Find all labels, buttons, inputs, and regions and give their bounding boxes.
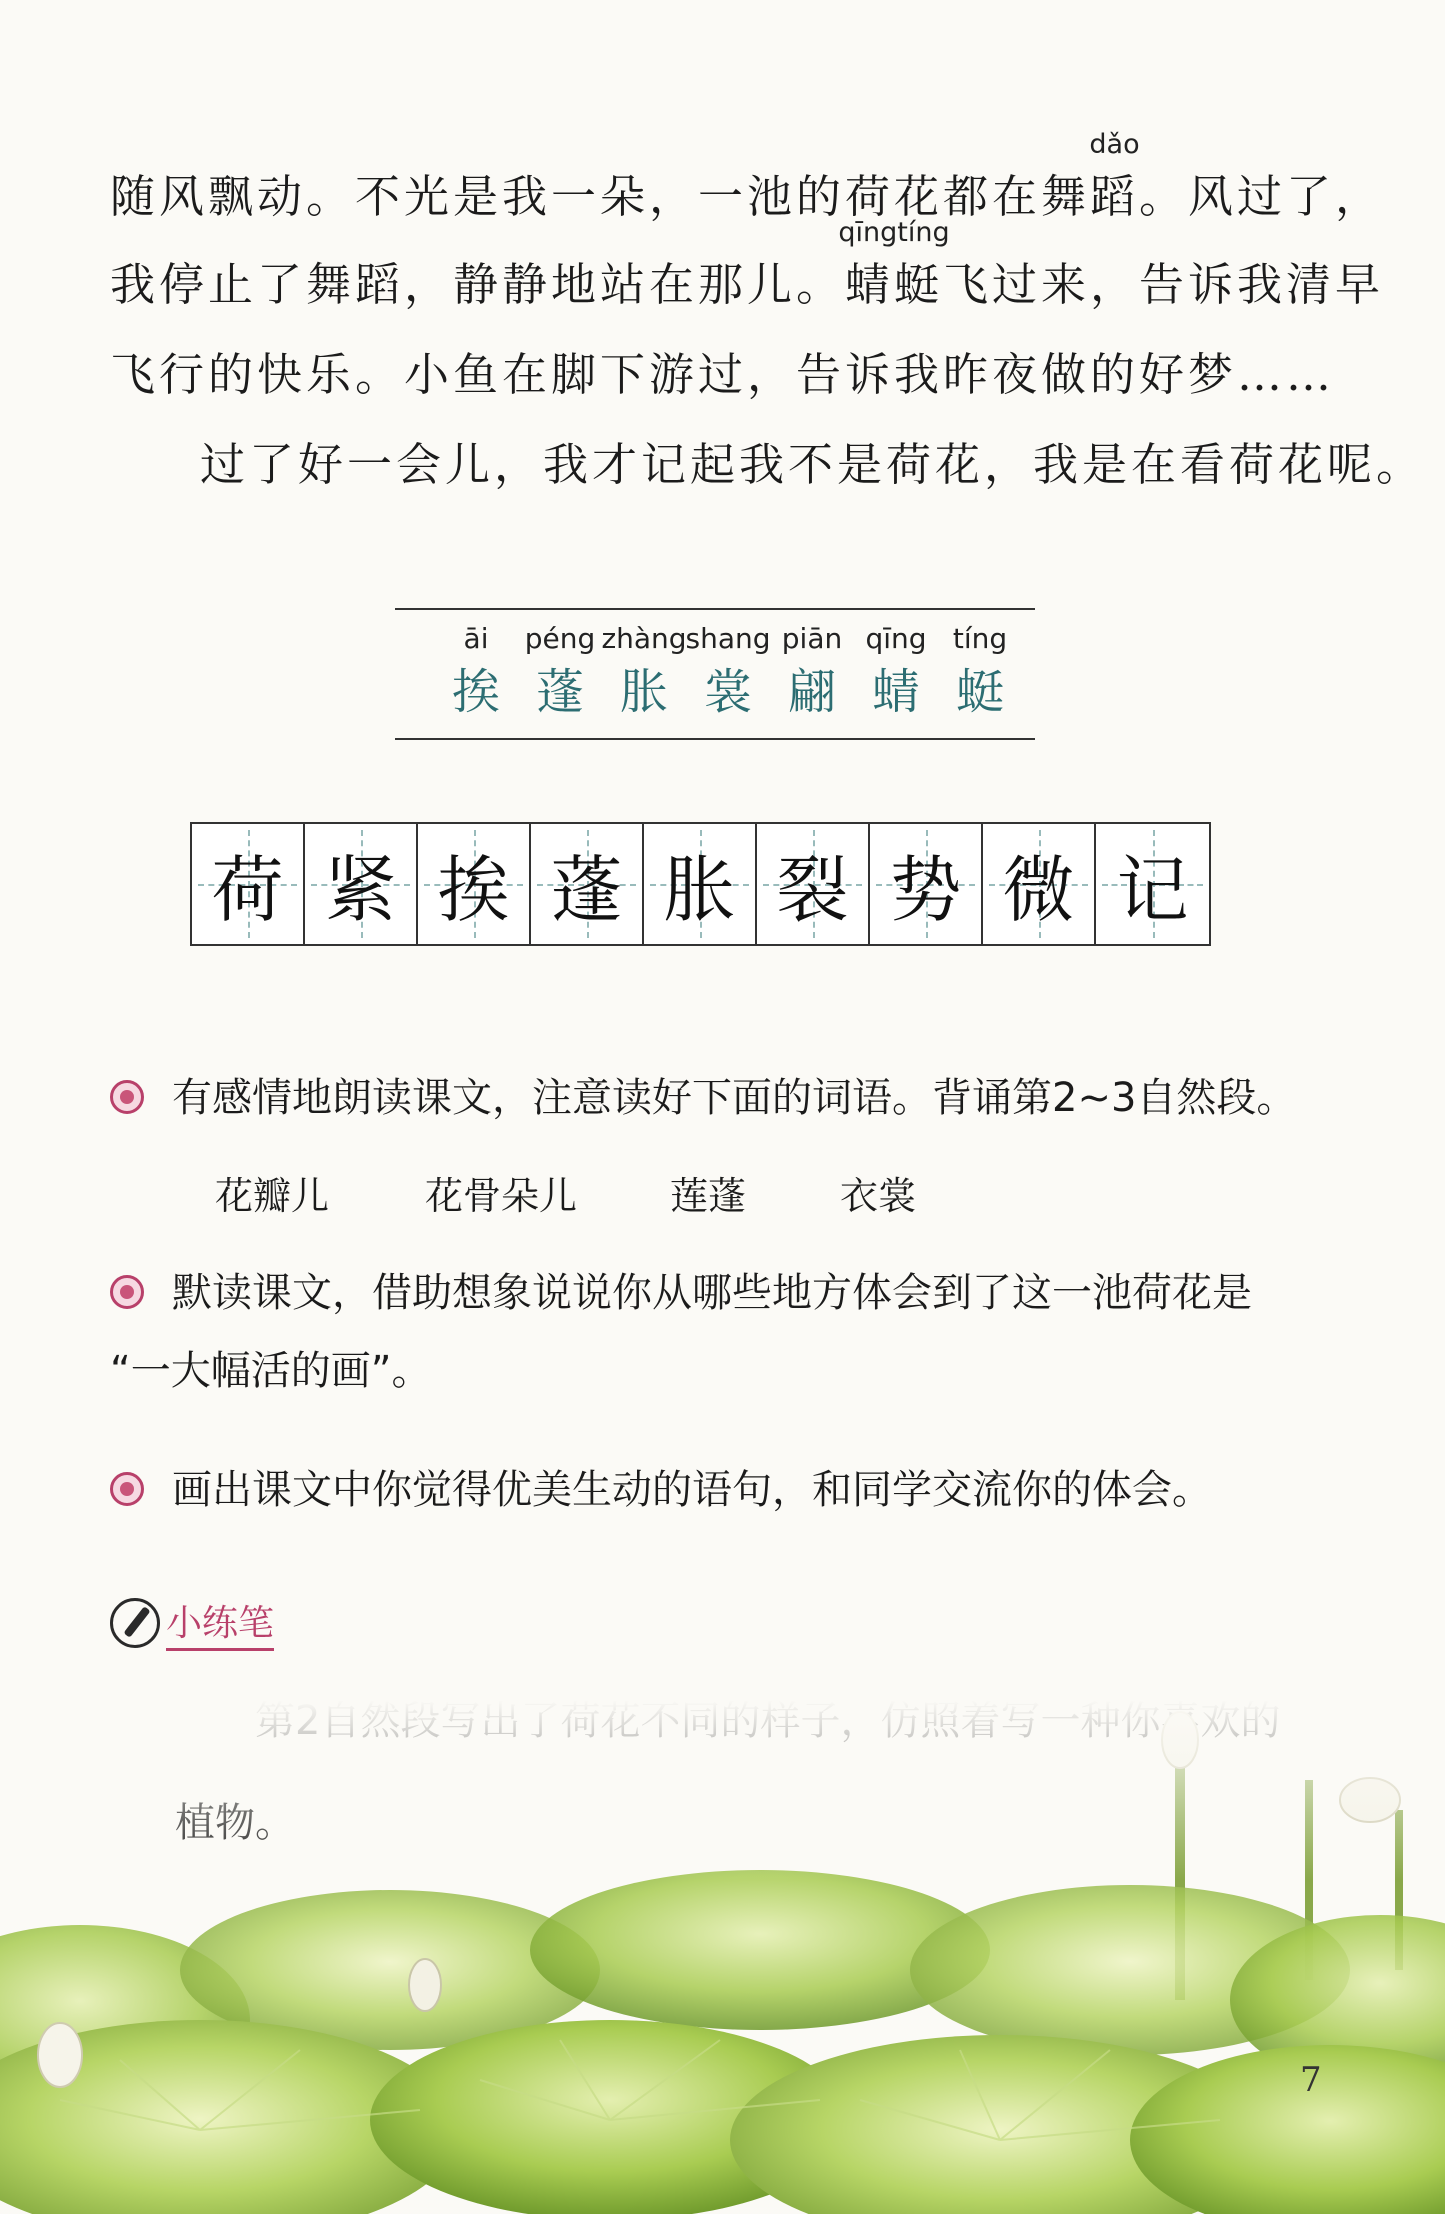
vocab-char: 翩 xyxy=(787,664,836,720)
vocab-char: 挨 xyxy=(451,664,500,720)
grid-cell xyxy=(983,824,1096,944)
flower-bullet-icon xyxy=(110,1080,144,1114)
vocab-char: 胀 xyxy=(619,664,668,720)
ruby-base: 蜻蜓 xyxy=(845,258,944,311)
text-segment: 飞过来，告诉我清早 xyxy=(943,258,1385,311)
grid-cell xyxy=(1096,824,1209,944)
grid-char: 胀 xyxy=(663,848,736,932)
vocab-item xyxy=(944,622,1016,724)
vocab-item xyxy=(776,622,848,724)
vocab-word: 莲蓬 xyxy=(670,1174,747,1218)
grid-char: 微 xyxy=(1002,848,1075,932)
vocab-pinyin: péng xyxy=(524,622,596,655)
grid-char: 挨 xyxy=(437,848,510,932)
vocab-pinyin: āi xyxy=(463,622,489,655)
text-segment: 飞行的快乐。小鱼在脚下游过，告诉我昨夜做的好梦…… xyxy=(110,348,1336,401)
exercise-3-text: 画出课文中你觉得优美生动的语句，和同学交流你的体会。 xyxy=(172,1467,1212,1513)
grid-cell xyxy=(644,824,757,944)
practice-title: 小练笔 xyxy=(166,1595,274,1651)
vocab-word: 衣裳 xyxy=(840,1174,917,1218)
vocab-top-rule xyxy=(395,608,1035,610)
vocab-word: 花骨朵儿 xyxy=(425,1174,578,1218)
vocab-char: 蜓 xyxy=(955,664,1004,720)
vocab-pinyin: zhàng xyxy=(601,622,687,655)
vocab-item xyxy=(601,622,687,724)
vocab-item xyxy=(440,622,512,724)
vocab-item xyxy=(524,622,596,724)
flower-bullet-icon xyxy=(110,1472,144,1506)
vocab-item xyxy=(860,622,932,724)
writing-grid xyxy=(190,822,1211,946)
text-segment: 。风过了， xyxy=(1139,170,1385,223)
vocab-pinyin: tíng xyxy=(952,622,1008,655)
vocab-list xyxy=(440,622,1016,724)
vocab-item xyxy=(685,622,771,724)
text-line-1 xyxy=(110,129,1385,225)
flower-bullet-icon xyxy=(110,1275,144,1309)
ruby-base: 蹈 xyxy=(1090,170,1140,223)
text-line-2 xyxy=(110,217,1385,313)
text-line-3 xyxy=(110,338,1340,403)
pinyin-annotation: qīngtíng xyxy=(838,217,950,248)
vocab-char: 蜻 xyxy=(871,664,920,720)
grid-char: 记 xyxy=(1116,848,1189,932)
vocab-pinyin: piān xyxy=(781,622,843,655)
exercise-1-text: 有感情地朗读课文，注意读好下面的词语。背诵第2~3自然段。 xyxy=(172,1075,1297,1121)
practice-header xyxy=(110,1595,274,1651)
pen-icon xyxy=(110,1598,160,1648)
vocab-word: 花瓣儿 xyxy=(215,1174,330,1218)
grid-char: 蓬 xyxy=(550,848,623,932)
grid-cell xyxy=(757,824,870,944)
text-segment: 随风飘动。不光是我一朵，一池的荷花都在舞 xyxy=(110,170,1091,223)
grid-cell xyxy=(870,824,983,944)
text-segment: 我停止了舞蹈，静静地站在那儿。 xyxy=(110,258,846,311)
text-line-4: 过了好一会儿，我才记起我不是荷花，我是在看荷花呢。 xyxy=(200,438,1426,491)
grid-char: 裂 xyxy=(776,848,849,932)
exercise-2-text-line-1: 默读课文，借助想象说说你从哪些地方体会到了这一池荷花是 xyxy=(172,1270,1252,1316)
ruby-word xyxy=(838,217,950,313)
exercise-1 xyxy=(110,1070,1296,1126)
grid-cell xyxy=(192,824,305,944)
grid-cell xyxy=(305,824,418,944)
grid-cell xyxy=(418,824,531,944)
vocab-char: 蓬 xyxy=(535,664,584,720)
vocab-pinyin: qīng xyxy=(865,622,927,655)
exercise-2-text-line-2: “一大幅活的画”。 xyxy=(110,1348,432,1394)
lotus-leaves-illustration xyxy=(0,1700,1445,2214)
exercise-3 xyxy=(110,1462,1212,1518)
pinyin-annotation: dǎo xyxy=(1089,129,1140,160)
exercise-2 xyxy=(110,1265,1252,1399)
ruby-word xyxy=(1089,129,1140,225)
vocab-pinyin: shang xyxy=(685,622,771,655)
vocab-char: 裳 xyxy=(703,664,752,720)
grid-char: 荷 xyxy=(211,848,284,932)
vocab-bottom-rule xyxy=(395,738,1035,740)
page-number: 7 xyxy=(1300,2060,1322,2100)
grid-cell xyxy=(531,824,644,944)
grid-char: 紧 xyxy=(324,848,397,932)
grid-char: 势 xyxy=(889,848,962,932)
